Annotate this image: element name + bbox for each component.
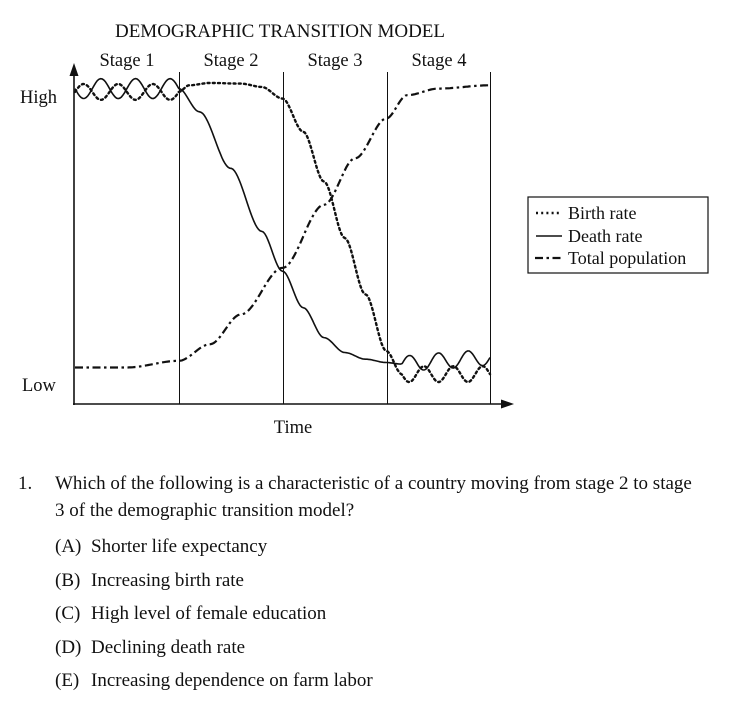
legend-label: Birth rate bbox=[568, 203, 637, 223]
choice-letter: (A) bbox=[55, 536, 82, 557]
series-line-death-rate bbox=[75, 79, 490, 370]
answer-choice-a[interactable] bbox=[55, 533, 373, 567]
chart-title: DEMOGRAPHIC TRANSITION MODEL bbox=[114, 21, 446, 42]
legend bbox=[528, 197, 708, 273]
series-line-total-population bbox=[75, 85, 490, 367]
choice-text: Increasing birth rate bbox=[91, 569, 244, 591]
answer-choices bbox=[55, 533, 373, 701]
stage-label: Stage 4 bbox=[411, 51, 467, 71]
stage-label: Stage 1 bbox=[99, 51, 155, 71]
stage-dividers bbox=[180, 72, 491, 404]
choice-text: Increasing dependence on farm labor bbox=[91, 670, 373, 691]
stage-labels bbox=[100, 51, 467, 71]
choice-text: Declining death rate bbox=[91, 636, 246, 658]
y-tick-label-low: Low bbox=[22, 376, 56, 396]
answer-choice-d[interactable] bbox=[55, 634, 373, 668]
x-axis-arrow bbox=[501, 400, 514, 409]
stage-label: Stage 2 bbox=[203, 51, 259, 71]
question-number: 1. bbox=[18, 473, 33, 494]
answer-choice-b[interactable] bbox=[55, 567, 373, 601]
choice-text: Shorter life expectancy bbox=[91, 536, 268, 557]
stage-label: Stage 3 bbox=[307, 51, 363, 71]
y-tick-label-high: High bbox=[20, 88, 57, 108]
answer-choice-e[interactable] bbox=[55, 667, 373, 701]
legend-label: Death rate bbox=[568, 226, 643, 246]
y-axis-arrow bbox=[70, 63, 79, 76]
choice-letter: (B) bbox=[55, 569, 81, 591]
question-text: Which of the following is a characteristic of a country moving from stage 2 to stage 3 of the demographic transition model? bbox=[55, 473, 692, 521]
choice-text: High level of female education bbox=[91, 603, 327, 624]
choice-letter: (C) bbox=[55, 603, 81, 624]
answer-choice-c[interactable] bbox=[55, 600, 373, 634]
series-line-birth-rate bbox=[75, 83, 490, 382]
series-layer bbox=[75, 79, 490, 383]
choice-letter: (E) bbox=[55, 670, 80, 691]
choice-letter: (D) bbox=[55, 636, 82, 658]
x-axis-label: Time bbox=[273, 418, 313, 438]
legend-label: Total population bbox=[568, 248, 687, 268]
